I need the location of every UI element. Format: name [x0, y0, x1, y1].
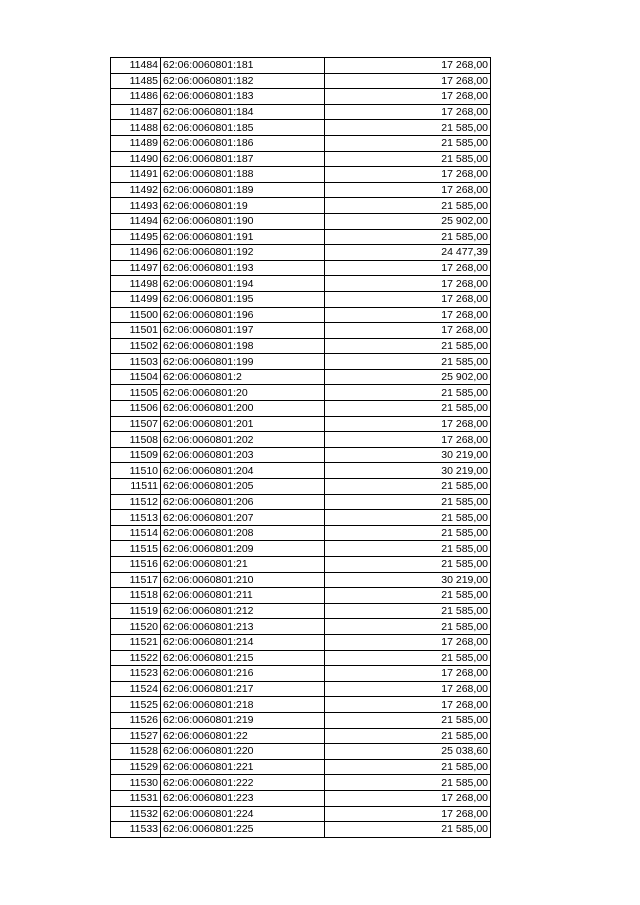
row-number-cell: 11487: [111, 104, 161, 120]
table-row: [111, 213, 491, 229]
cadastral-number-cell: 62:06:0060801:184: [161, 104, 325, 120]
row-number-cell: 11510: [111, 463, 161, 479]
table-row: [111, 619, 491, 635]
row-number-cell: 11488: [111, 120, 161, 136]
row-number-cell: 11489: [111, 135, 161, 151]
row-number-cell: 11522: [111, 650, 161, 666]
row-number-cell: 11496: [111, 245, 161, 261]
value-cell: 21 585,00: [325, 198, 491, 214]
cadastral-number-cell: 62:06:0060801:187: [161, 151, 325, 167]
row-number-cell: 11526: [111, 712, 161, 728]
table-row: [111, 338, 491, 354]
cadastral-number-cell: 62:06:0060801:191: [161, 229, 325, 245]
value-cell: 24 477,39: [325, 245, 491, 261]
value-cell: 17 268,00: [325, 666, 491, 682]
row-number-cell: 11500: [111, 307, 161, 323]
row-number-cell: 11506: [111, 401, 161, 417]
table-row: [111, 712, 491, 728]
row-number-cell: 11484: [111, 58, 161, 74]
table-row: [111, 572, 491, 588]
row-number-cell: 11501: [111, 323, 161, 339]
value-cell: 21 585,00: [325, 541, 491, 557]
table-row: [111, 120, 491, 136]
cadastral-number-cell: 62:06:0060801:181: [161, 58, 325, 74]
cadastral-number-cell: 62:06:0060801:218: [161, 697, 325, 713]
row-number-cell: 11491: [111, 167, 161, 183]
cadastral-number-cell: 62:06:0060801:216: [161, 666, 325, 682]
cadastral-number-cell: 62:06:0060801:215: [161, 650, 325, 666]
value-cell: 21 585,00: [325, 494, 491, 510]
table-row: [111, 510, 491, 526]
cadastral-number-cell: 62:06:0060801:217: [161, 681, 325, 697]
row-number-cell: 11499: [111, 291, 161, 307]
row-number-cell: 11497: [111, 260, 161, 276]
value-cell: 17 268,00: [325, 697, 491, 713]
value-cell: 30 219,00: [325, 572, 491, 588]
value-cell: 17 268,00: [325, 323, 491, 339]
table-row: [111, 728, 491, 744]
cadastral-number-cell: 62:06:0060801:208: [161, 525, 325, 541]
row-number-cell: 11493: [111, 198, 161, 214]
cadastral-number-cell: 62:06:0060801:221: [161, 759, 325, 775]
value-cell: 17 268,00: [325, 276, 491, 292]
cadastral-number-cell: 62:06:0060801:207: [161, 510, 325, 526]
value-cell: 21 585,00: [325, 338, 491, 354]
table-row: [111, 822, 491, 838]
cadastral-number-cell: 62:06:0060801:223: [161, 790, 325, 806]
cadastral-number-cell: 62:06:0060801:203: [161, 447, 325, 463]
table-row: [111, 245, 491, 261]
table-row: [111, 806, 491, 822]
row-number-cell: 11524: [111, 681, 161, 697]
table-row: [111, 650, 491, 666]
table-row: [111, 198, 491, 214]
row-number-cell: 11509: [111, 447, 161, 463]
value-cell: 21 585,00: [325, 479, 491, 495]
row-number-cell: 11503: [111, 354, 161, 370]
cadastral-number-cell: 62:06:0060801:186: [161, 135, 325, 151]
cadastral-number-cell: 62:06:0060801:198: [161, 338, 325, 354]
cadastral-number-cell: 62:06:0060801:209: [161, 541, 325, 557]
cadastral-number-cell: 62:06:0060801:2: [161, 369, 325, 385]
table-row: [111, 775, 491, 791]
value-cell: 17 268,00: [325, 307, 491, 323]
value-cell: 21 585,00: [325, 728, 491, 744]
value-cell: 30 219,00: [325, 447, 491, 463]
cadastral-number-cell: 62:06:0060801:190: [161, 213, 325, 229]
table-row: [111, 135, 491, 151]
value-cell: 21 585,00: [325, 354, 491, 370]
value-cell: 17 268,00: [325, 89, 491, 105]
table-row: [111, 790, 491, 806]
table-row: [111, 260, 491, 276]
cadastral-number-cell: 62:06:0060801:206: [161, 494, 325, 510]
value-cell: 17 268,00: [325, 260, 491, 276]
cadastral-number-cell: 62:06:0060801:21: [161, 557, 325, 573]
value-cell: 21 585,00: [325, 120, 491, 136]
value-cell: 21 585,00: [325, 385, 491, 401]
row-number-cell: 11502: [111, 338, 161, 354]
cadastral-number-cell: 62:06:0060801:214: [161, 634, 325, 650]
value-cell: 25 902,00: [325, 369, 491, 385]
row-number-cell: 11495: [111, 229, 161, 245]
table-row: [111, 666, 491, 682]
value-cell: 17 268,00: [325, 806, 491, 822]
value-cell: 30 219,00: [325, 463, 491, 479]
table-row: [111, 759, 491, 775]
cadastral-number-cell: 62:06:0060801:197: [161, 323, 325, 339]
table-row: [111, 416, 491, 432]
cadastral-number-cell: 62:06:0060801:201: [161, 416, 325, 432]
table-row: [111, 323, 491, 339]
cadastral-number-cell: 62:06:0060801:199: [161, 354, 325, 370]
row-number-cell: 11518: [111, 588, 161, 604]
cadastral-number-cell: 62:06:0060801:224: [161, 806, 325, 822]
table-row: [111, 697, 491, 713]
row-number-cell: 11521: [111, 634, 161, 650]
value-cell: 25 902,00: [325, 213, 491, 229]
row-number-cell: 11505: [111, 385, 161, 401]
row-number-cell: 11492: [111, 182, 161, 198]
table-row: [111, 525, 491, 541]
value-cell: 21 585,00: [325, 650, 491, 666]
table-row: [111, 354, 491, 370]
cadastral-number-cell: 62:06:0060801:22: [161, 728, 325, 744]
row-number-cell: 11525: [111, 697, 161, 713]
value-cell: 17 268,00: [325, 73, 491, 89]
value-cell: 21 585,00: [325, 229, 491, 245]
cadastral-number-cell: 62:06:0060801:222: [161, 775, 325, 791]
row-number-cell: 11507: [111, 416, 161, 432]
value-cell: 21 585,00: [325, 712, 491, 728]
cadastral-number-cell: 62:06:0060801:189: [161, 182, 325, 198]
table-row: [111, 291, 491, 307]
table-row: [111, 276, 491, 292]
table-row: [111, 432, 491, 448]
value-cell: 17 268,00: [325, 681, 491, 697]
row-number-cell: 11516: [111, 557, 161, 573]
row-number-cell: 11486: [111, 89, 161, 105]
cadastral-number-cell: 62:06:0060801:196: [161, 307, 325, 323]
row-number-cell: 11498: [111, 276, 161, 292]
table-row: [111, 479, 491, 495]
table-row: [111, 588, 491, 604]
row-number-cell: 11530: [111, 775, 161, 791]
value-cell: 17 268,00: [325, 167, 491, 183]
value-cell: 21 585,00: [325, 135, 491, 151]
row-number-cell: 11523: [111, 666, 161, 682]
value-cell: 17 268,00: [325, 790, 491, 806]
table-body: [111, 58, 491, 838]
row-number-cell: 11527: [111, 728, 161, 744]
cadastral-number-cell: 62:06:0060801:219: [161, 712, 325, 728]
value-cell: 21 585,00: [325, 588, 491, 604]
table-row: [111, 369, 491, 385]
value-cell: 17 268,00: [325, 104, 491, 120]
cadastral-number-cell: 62:06:0060801:210: [161, 572, 325, 588]
cadastral-number-cell: 62:06:0060801:213: [161, 619, 325, 635]
row-number-cell: 11494: [111, 213, 161, 229]
cadastral-number-cell: 62:06:0060801:192: [161, 245, 325, 261]
table-row: [111, 634, 491, 650]
table-row: [111, 229, 491, 245]
row-number-cell: 11514: [111, 525, 161, 541]
table-row: [111, 167, 491, 183]
value-cell: 21 585,00: [325, 510, 491, 526]
table-row: [111, 463, 491, 479]
table-row: [111, 58, 491, 74]
table-row: [111, 104, 491, 120]
row-number-cell: 11519: [111, 603, 161, 619]
value-cell: 17 268,00: [325, 291, 491, 307]
cadastral-number-cell: 62:06:0060801:195: [161, 291, 325, 307]
value-cell: 21 585,00: [325, 775, 491, 791]
table-row: [111, 89, 491, 105]
cadastral-number-cell: 62:06:0060801:200: [161, 401, 325, 417]
table-row: [111, 494, 491, 510]
table-row: [111, 385, 491, 401]
cadastral-number-cell: 62:06:0060801:19: [161, 198, 325, 214]
value-cell: 21 585,00: [325, 525, 491, 541]
cadastral-number-cell: 62:06:0060801:193: [161, 260, 325, 276]
row-number-cell: 11490: [111, 151, 161, 167]
value-cell: 21 585,00: [325, 401, 491, 417]
cadastral-number-cell: 62:06:0060801:183: [161, 89, 325, 105]
value-cell: 17 268,00: [325, 182, 491, 198]
row-number-cell: 11529: [111, 759, 161, 775]
value-cell: 17 268,00: [325, 432, 491, 448]
table-row: [111, 681, 491, 697]
row-number-cell: 11531: [111, 790, 161, 806]
cadastral-number-cell: 62:06:0060801:188: [161, 167, 325, 183]
value-cell: 21 585,00: [325, 619, 491, 635]
cadastral-number-cell: 62:06:0060801:205: [161, 479, 325, 495]
table-row: [111, 744, 491, 760]
cadastral-number-cell: 62:06:0060801:194: [161, 276, 325, 292]
value-cell: 17 268,00: [325, 58, 491, 74]
cadastral-number-cell: 62:06:0060801:182: [161, 73, 325, 89]
value-cell: 17 268,00: [325, 416, 491, 432]
value-cell: 25 038,60: [325, 744, 491, 760]
value-cell: 21 585,00: [325, 603, 491, 619]
cadastral-number-cell: 62:06:0060801:204: [161, 463, 325, 479]
value-cell: 17 268,00: [325, 634, 491, 650]
row-number-cell: 11508: [111, 432, 161, 448]
value-cell: 21 585,00: [325, 151, 491, 167]
table-row: [111, 151, 491, 167]
cadastral-number-cell: 62:06:0060801:212: [161, 603, 325, 619]
row-number-cell: 11517: [111, 572, 161, 588]
row-number-cell: 11504: [111, 369, 161, 385]
value-cell: 21 585,00: [325, 759, 491, 775]
row-number-cell: 11515: [111, 541, 161, 557]
cadastral-number-cell: 62:06:0060801:185: [161, 120, 325, 136]
row-number-cell: 11485: [111, 73, 161, 89]
row-number-cell: 11532: [111, 806, 161, 822]
table-row: [111, 401, 491, 417]
table-row: [111, 307, 491, 323]
table-row: [111, 447, 491, 463]
table-row: [111, 557, 491, 573]
row-number-cell: 11520: [111, 619, 161, 635]
cadastral-number-cell: 62:06:0060801:211: [161, 588, 325, 604]
cadastral-number-cell: 62:06:0060801:225: [161, 822, 325, 838]
row-number-cell: 11511: [111, 479, 161, 495]
row-number-cell: 11533: [111, 822, 161, 838]
cadastral-number-cell: 62:06:0060801:20: [161, 385, 325, 401]
table-row: [111, 603, 491, 619]
value-cell: 21 585,00: [325, 822, 491, 838]
row-number-cell: 11513: [111, 510, 161, 526]
value-cell: 21 585,00: [325, 557, 491, 573]
cadastral-number-cell: 62:06:0060801:220: [161, 744, 325, 760]
row-number-cell: 11512: [111, 494, 161, 510]
table-row: [111, 182, 491, 198]
table-row: [111, 73, 491, 89]
cadastral-value-table: [110, 57, 491, 838]
cadastral-number-cell: 62:06:0060801:202: [161, 432, 325, 448]
table-row: [111, 541, 491, 557]
row-number-cell: 11528: [111, 744, 161, 760]
